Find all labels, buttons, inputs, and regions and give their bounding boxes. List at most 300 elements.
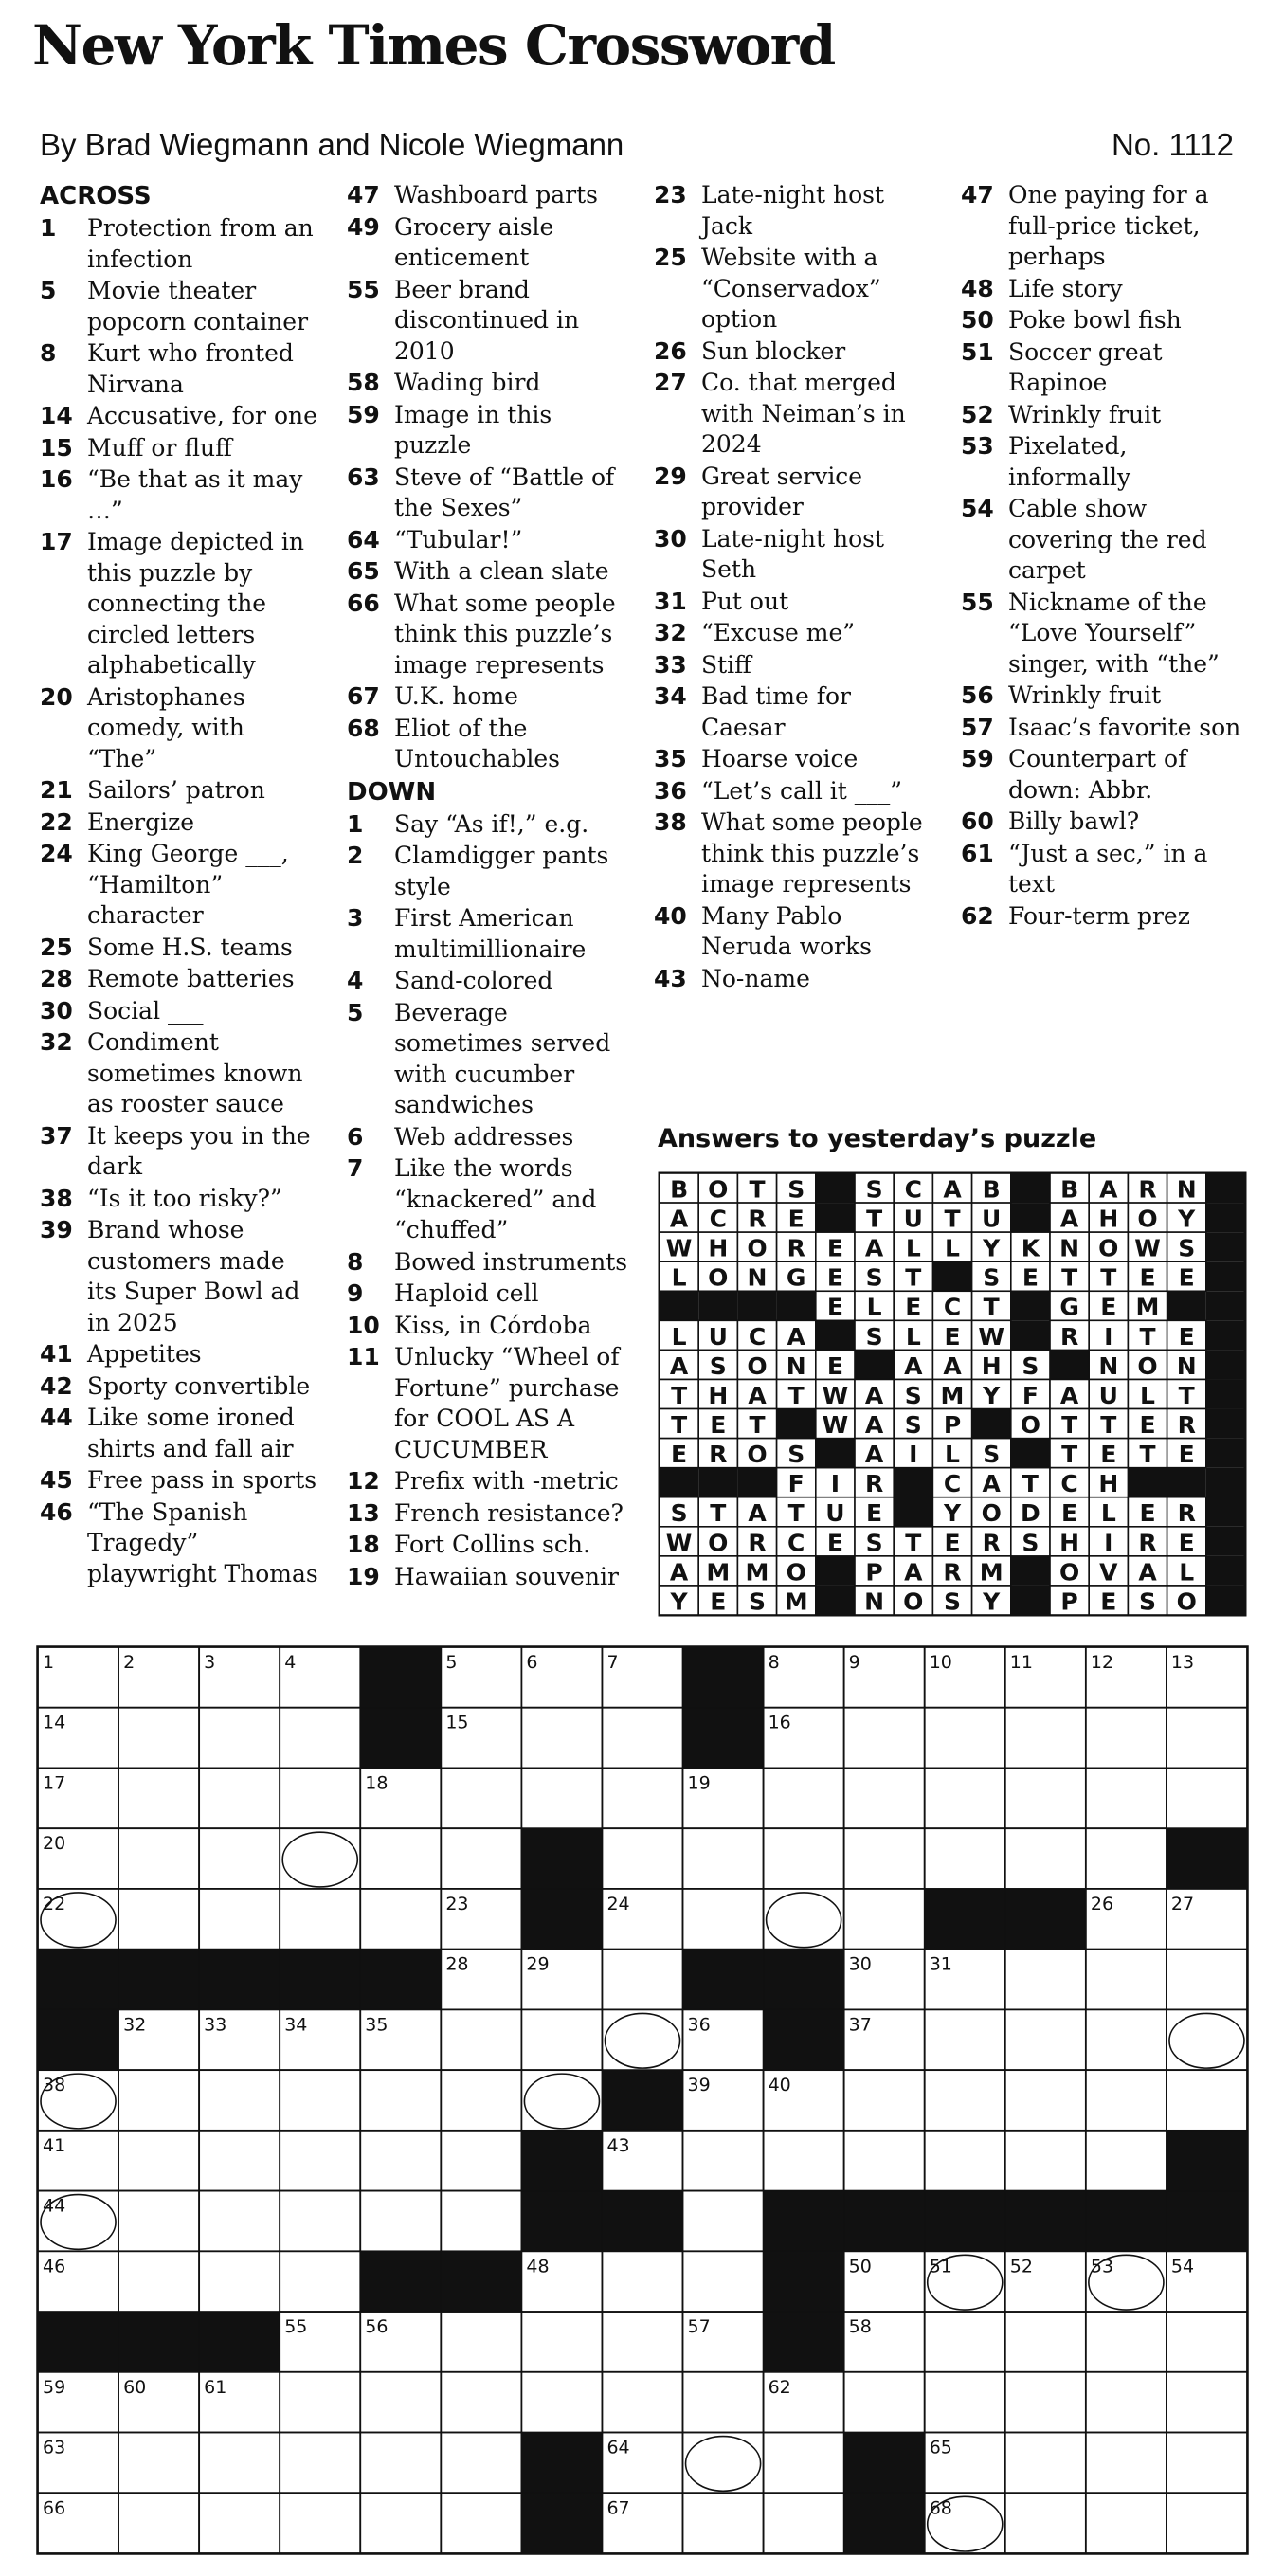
- clue-text: Some H.S. teams: [87, 933, 293, 961]
- grid-cell[interactable]: [360, 1889, 441, 1950]
- grid-cell[interactable]: [360, 2131, 441, 2191]
- grid-cell[interactable]: [764, 2131, 844, 2191]
- grid-cell[interactable]: [844, 1708, 925, 1769]
- yesterday-letter: A: [1138, 1558, 1157, 1587]
- yesterday-letter: O: [747, 1234, 768, 1262]
- clue-number: 5: [347, 998, 364, 1026]
- grid-cell[interactable]: [360, 1828, 441, 1889]
- yesterday-letter: S: [1022, 1529, 1040, 1557]
- down-clue-29: [654, 462, 938, 523]
- yesterday-letter: R: [748, 1205, 767, 1233]
- black-square: [280, 1950, 360, 2010]
- grid-cell[interactable]: [118, 2251, 199, 2312]
- clue-number: 2: [347, 842, 364, 869]
- yesterday-letter: E: [1139, 1263, 1156, 1292]
- clue-number: 30: [654, 524, 687, 553]
- down-clue-35: [654, 744, 938, 775]
- clue-number-label: 6: [526, 1652, 538, 1673]
- yesterday-letter: E: [1178, 1529, 1195, 1557]
- clue-number-label: 1: [43, 1652, 55, 1673]
- yesterday-letter: A: [748, 1381, 767, 1409]
- yesterday-letter: G: [786, 1263, 806, 1292]
- yesterday-letter: S: [787, 1441, 805, 1469]
- grid-cell[interactable]: [360, 2433, 441, 2494]
- grid-cell[interactable]: [521, 2070, 602, 2131]
- yesterday-letter: E: [1139, 1411, 1156, 1440]
- yesterday-letter: A: [864, 1234, 884, 1262]
- clue-text: Sporty convertible: [87, 1371, 311, 1400]
- black-square: [441, 2251, 521, 2312]
- clue-number: 39: [40, 1216, 73, 1243]
- yesterday-letter: O: [786, 1558, 806, 1587]
- down-clue-53: [961, 431, 1245, 493]
- grid-cell[interactable]: [441, 2131, 521, 2191]
- grid-cell[interactable]: [118, 2433, 199, 2494]
- grid-cell[interactable]: [199, 2433, 280, 2494]
- grid-cell[interactable]: [764, 1768, 844, 1828]
- yesterday-letter: U: [825, 1499, 845, 1528]
- grid-cell[interactable]: [199, 1889, 280, 1950]
- grid-cell[interactable]: [1005, 2493, 1086, 2553]
- grid-cell[interactable]: [199, 2131, 280, 2191]
- grid-cell[interactable]: [199, 2251, 280, 2312]
- grid-cell[interactable]: [118, 2070, 199, 2131]
- across-clue-1: [40, 213, 319, 275]
- clue-text: “Tubular!”: [394, 525, 523, 553]
- grid-cell[interactable]: [280, 2433, 360, 2494]
- grid-cell[interactable]: [360, 2070, 441, 2131]
- grid-cell[interactable]: [925, 2372, 1005, 2433]
- grid-cell[interactable]: [1086, 2070, 1167, 2131]
- grid-cell[interactable]: [1086, 2493, 1167, 2553]
- clue-number-label: 39: [687, 2075, 711, 2096]
- clue-text: What some people think this puzzle’s image represents: [701, 808, 923, 898]
- grid-cell[interactable]: [764, 2433, 844, 2494]
- grid-cell[interactable]: [1005, 1708, 1086, 1769]
- yesterday-letter: A: [787, 1322, 805, 1351]
- grid-cell[interactable]: [1005, 1950, 1086, 2010]
- clue-number: 9: [347, 1279, 364, 1307]
- clue-number: 4: [347, 967, 364, 994]
- across-clue-25: [40, 933, 319, 964]
- yesterday-letter: O: [1098, 1234, 1119, 1262]
- grid-cell[interactable]: [441, 2372, 521, 2433]
- grid-cell[interactable]: [1005, 2131, 1086, 2191]
- black-square: [683, 1708, 764, 1769]
- clue-number: 23: [654, 181, 687, 209]
- grid-cell[interactable]: [521, 1768, 602, 1828]
- grid-cell[interactable]: [1167, 2372, 1247, 2433]
- grid-cell[interactable]: [844, 2131, 925, 2191]
- grid-cell[interactable]: [844, 2070, 925, 2131]
- grid-cell[interactable]: [1167, 1708, 1247, 1769]
- yesterday-letter: E: [1178, 1322, 1195, 1351]
- grid-cell[interactable]: [925, 1828, 1005, 1889]
- clue-number: 48: [961, 274, 994, 302]
- yesterday-letter: K: [1021, 1234, 1040, 1262]
- grid-cell[interactable]: [1086, 1950, 1167, 2010]
- clue-number-label: 17: [43, 1772, 66, 1794]
- yesterday-letter: Y: [983, 1381, 1001, 1409]
- yesterday-black-square: [855, 1350, 894, 1379]
- yesterday-letter: W: [822, 1411, 849, 1440]
- clue-number: 64: [347, 525, 380, 553]
- clue-number: 62: [961, 901, 994, 930]
- grid-cell[interactable]: [441, 2312, 521, 2372]
- grid-cell[interactable]: [1005, 1768, 1086, 1828]
- yesterday-letter: E: [826, 1351, 843, 1380]
- clue-text: Aristophanes comedy, with “The”: [87, 682, 245, 772]
- grid-cell[interactable]: [441, 2493, 521, 2553]
- grid-cell[interactable]: [1167, 2312, 1247, 2372]
- across-clue-64: [347, 525, 631, 556]
- down-clue-18: [347, 1530, 631, 1561]
- grid-cell[interactable]: [1005, 2433, 1086, 2494]
- clue-number-label: 59: [43, 2376, 66, 2398]
- clue-number-label: 15: [445, 1712, 469, 1733]
- yesterday-letter: Y: [983, 1234, 1001, 1262]
- grid-cell[interactable]: [280, 1889, 360, 1950]
- grid-cell[interactable]: [1167, 2493, 1247, 2553]
- grid-cell[interactable]: [521, 2312, 602, 2372]
- clue-text: Wrinkly fruit: [1008, 400, 1162, 428]
- down-clue-12: [347, 1466, 631, 1497]
- grid-cell[interactable]: [441, 1768, 521, 1828]
- yesterday-letter: E: [1022, 1263, 1039, 1292]
- across-clue-28: [40, 964, 319, 995]
- grid-cell[interactable]: [1005, 2312, 1086, 2372]
- clue-number: 32: [654, 619, 687, 646]
- clue-number-label: 53: [1090, 2256, 1114, 2277]
- yesterday-letter: T: [1022, 1470, 1039, 1498]
- grid-cell[interactable]: [521, 1708, 602, 1769]
- grid-cell[interactable]: [1086, 2372, 1167, 2433]
- yesterday-black-square: [1128, 1468, 1167, 1497]
- clue-number: 31: [654, 587, 687, 615]
- yesterday-black-square: [1206, 1468, 1245, 1497]
- clue-text: No-name: [701, 964, 810, 992]
- clue-number: 47: [961, 181, 994, 209]
- across-clue-17: [40, 527, 319, 681]
- grid-cell[interactable]: [602, 2312, 682, 2372]
- across-clue-15: [40, 433, 319, 464]
- grid-cell[interactable]: [764, 2493, 844, 2553]
- grid-cell[interactable]: [441, 2009, 521, 2070]
- grid-cell[interactable]: [441, 2191, 521, 2252]
- down-clue-36: [654, 776, 938, 807]
- grid-cell[interactable]: [844, 1768, 925, 1828]
- grid-cell[interactable]: [602, 1708, 682, 1769]
- yesterday-letter: E: [1178, 1263, 1195, 1292]
- black-square: [925, 1889, 1005, 1950]
- yesterday-letter: M: [745, 1558, 769, 1587]
- yesterday-letter: R: [1177, 1411, 1196, 1440]
- grid-cell[interactable]: [683, 2372, 764, 2433]
- grid-cell[interactable]: [1086, 2131, 1167, 2191]
- grid-cell[interactable]: [441, 2433, 521, 2494]
- grid-cell[interactable]: [1167, 2070, 1247, 2131]
- clue-number: 55: [961, 588, 994, 616]
- grid-cell[interactable]: [1086, 1828, 1167, 1889]
- yesterday-black-square: [932, 1261, 971, 1291]
- grid-cell[interactable]: [764, 1828, 844, 1889]
- clue-number: 38: [40, 1184, 73, 1212]
- grid-cell[interactable]: [844, 1889, 925, 1950]
- clue-number-label: 8: [768, 1652, 780, 1673]
- clue-number-label: 14: [43, 1712, 66, 1733]
- clue-text: Kurt who fronted Nirvana: [87, 339, 294, 398]
- clue-number-label: 61: [204, 2376, 227, 2398]
- yesterday-letter: A: [904, 1351, 923, 1380]
- yesterday-letter: B: [1060, 1175, 1079, 1204]
- down-clue-59: [961, 744, 1245, 806]
- yesterday-black-square: [1011, 1320, 1050, 1350]
- grid-cell[interactable]: [118, 2191, 199, 2252]
- yesterday-letter: O: [1137, 1351, 1158, 1380]
- grid-cell[interactable]: [602, 1950, 682, 2010]
- clue-number: 41: [40, 1340, 73, 1368]
- yesterday-letter: R: [1059, 1322, 1079, 1351]
- clue-number: 22: [40, 807, 73, 836]
- yesterday-letter: T: [1178, 1381, 1195, 1409]
- grid-cell[interactable]: [280, 2131, 360, 2191]
- grid-cell[interactable]: [118, 2131, 199, 2191]
- grid-cell[interactable]: [925, 2070, 1005, 2131]
- across-clue-24: [40, 839, 319, 932]
- yesterday-black-square: [1167, 1468, 1206, 1497]
- yesterday-letter: L: [905, 1322, 921, 1351]
- clue-text: Billy bawl?: [1008, 807, 1140, 835]
- grid-cell[interactable]: [844, 2372, 925, 2433]
- grid-cell[interactable]: [360, 2372, 441, 2433]
- grid-cell[interactable]: [118, 1889, 199, 1950]
- grid-cell[interactable]: [925, 2009, 1005, 2070]
- yesterday-letter: E: [787, 1205, 805, 1233]
- grid-cell[interactable]: [1086, 2009, 1167, 2070]
- grid-cell[interactable]: [280, 2251, 360, 2312]
- clue-number: 29: [654, 462, 687, 490]
- down-clue-27: [654, 368, 938, 461]
- grid-cell[interactable]: [1086, 2433, 1167, 2494]
- yesterday-letter: A: [864, 1441, 884, 1469]
- grid-cell[interactable]: [683, 1828, 764, 1889]
- grid-cell[interactable]: [1005, 1828, 1086, 1889]
- grid-cell[interactable]: [1167, 2433, 1247, 2494]
- clue-number-label: 4: [284, 1652, 297, 1673]
- clue-number: 44: [40, 1404, 73, 1431]
- yesterday-letter: A: [1059, 1381, 1079, 1409]
- clue-text: King George ___, “Hamilton” character: [87, 840, 289, 929]
- clue-text: Say “As if!,” e.g.: [394, 809, 589, 838]
- clue-number: 28: [40, 965, 73, 992]
- clue-number-label: 29: [526, 1953, 550, 1975]
- clue-number: 42: [40, 1371, 73, 1400]
- grid-cell[interactable]: [199, 1768, 280, 1828]
- yesterday-letter: T: [1061, 1263, 1078, 1292]
- yesterday-letter: T: [671, 1411, 688, 1440]
- yesterday-black-square: [1011, 1439, 1050, 1468]
- grid-cell[interactable]: [1005, 2372, 1086, 2433]
- grid-cell[interactable]: [683, 2251, 764, 2312]
- clue-text: Counterpart of down: Abbr.: [1008, 745, 1187, 804]
- grid-cell[interactable]: [360, 2191, 441, 2252]
- clue-text: With a clean slate: [394, 557, 609, 585]
- grid-cell[interactable]: [683, 1889, 764, 1950]
- yesterday-letter: S: [865, 1529, 883, 1557]
- grid-cell[interactable]: [683, 2493, 764, 2553]
- down-clue-4: [347, 966, 631, 997]
- yesterday-black-square: [1206, 1203, 1245, 1232]
- black-square: [764, 2191, 844, 2252]
- yesterday-letter: E: [826, 1293, 843, 1321]
- clue-number-label: 41: [43, 2134, 66, 2156]
- clue-text: Bad time for Caesar: [701, 682, 851, 741]
- yesterday-letter: C: [943, 1470, 962, 1498]
- clue-number-label: 56: [365, 2316, 389, 2338]
- grid-cell[interactable]: [602, 2009, 682, 2070]
- grid-cell[interactable]: [199, 2191, 280, 2252]
- grid-cell[interactable]: [280, 1768, 360, 1828]
- grid-cell[interactable]: [602, 2251, 682, 2312]
- yesterday-letter: E: [826, 1263, 843, 1292]
- clue-number-label: 68: [929, 2497, 952, 2519]
- clue-number: 37: [40, 1121, 73, 1150]
- grid-cell[interactable]: [280, 2493, 360, 2553]
- grid-cell[interactable]: [602, 1828, 682, 1889]
- grid-cell[interactable]: [1086, 1708, 1167, 1769]
- across-clue-32: [40, 1027, 319, 1120]
- black-square: [521, 1828, 602, 1889]
- down-clue-25: [654, 243, 938, 336]
- yesterday-letter: S: [670, 1499, 688, 1528]
- clue-text: Accusative, for one: [87, 402, 317, 429]
- clue-number-label: 44: [43, 2195, 66, 2217]
- clue-column-3: [654, 180, 938, 995]
- yesterday-letter: H: [1059, 1529, 1080, 1557]
- byline: By Brad Wiegmann and Nicole Wiegmann: [40, 127, 624, 162]
- grid-cell[interactable]: [360, 2493, 441, 2553]
- grid-cell[interactable]: [280, 1828, 360, 1889]
- black-square: [1167, 2131, 1247, 2191]
- grid-cell[interactable]: [1086, 2312, 1167, 2372]
- clue-number-label: 57: [687, 2316, 711, 2338]
- across-clue-58: [347, 368, 631, 399]
- yesterday-letter: C: [1060, 1470, 1078, 1498]
- across-clue-22: [40, 807, 319, 839]
- grid-cell[interactable]: [683, 2433, 764, 2494]
- yesterday-letter: T: [905, 1263, 922, 1292]
- clue-number: 8: [40, 339, 57, 367]
- grid-cell[interactable]: [1167, 1768, 1247, 1828]
- clue-number: 53: [961, 432, 994, 460]
- down-clue-32: [654, 618, 938, 649]
- grid-cell[interactable]: [1167, 1950, 1247, 2010]
- down-clue-52: [961, 400, 1245, 431]
- grid-cell[interactable]: [441, 2070, 521, 2131]
- yesterday-letter: O: [1176, 1587, 1197, 1616]
- yesterday-letter: R: [1177, 1499, 1196, 1528]
- grid-cell[interactable]: [199, 1708, 280, 1769]
- grid-cell[interactable]: [280, 2070, 360, 2131]
- clue-text: Late-night host Seth: [701, 524, 885, 583]
- clue-number: 59: [961, 745, 994, 772]
- clue-number: 27: [654, 369, 687, 396]
- clue-number: 16: [40, 465, 73, 493]
- clue-number-label: 43: [606, 2134, 630, 2156]
- clue-text: Poke bowl fish: [1008, 306, 1182, 334]
- clue-number: 35: [654, 745, 687, 772]
- grid-cell[interactable]: [118, 1768, 199, 1828]
- across-clue-21: [40, 775, 319, 807]
- grid-cell[interactable]: [199, 1828, 280, 1889]
- clue-number: 21: [40, 776, 73, 804]
- clue-number: 7: [347, 1154, 364, 1182]
- grid-cell[interactable]: [1005, 2009, 1086, 2070]
- grid-cell[interactable]: [602, 1768, 682, 1828]
- clue-number-label: 67: [606, 2497, 630, 2519]
- clue-number-label: 36: [687, 2014, 711, 2036]
- grid-cell[interactable]: [199, 2070, 280, 2131]
- clue-text: Late-night host Jack: [701, 181, 885, 240]
- grid-cell[interactable]: [118, 1708, 199, 1769]
- grid-cell[interactable]: [280, 1708, 360, 1769]
- grid-cell[interactable]: [441, 1828, 521, 1889]
- clue-number-label: 38: [43, 2075, 66, 2096]
- yesterday-letter: R: [748, 1529, 767, 1557]
- clue-number-label: 62: [768, 2376, 791, 2398]
- black-square: [118, 1950, 199, 2010]
- grid-cell[interactable]: [602, 2372, 682, 2433]
- grid-cell[interactable]: [280, 2372, 360, 2433]
- clue-number: 45: [40, 1466, 73, 1494]
- grid-cell[interactable]: [280, 2191, 360, 2252]
- grid-cell[interactable]: [521, 2372, 602, 2433]
- grid-cell[interactable]: [764, 1889, 844, 1950]
- crossword-grid: [36, 1645, 1249, 2555]
- yesterday-letter: P: [865, 1558, 883, 1587]
- clue-text: French resistance?: [394, 1498, 624, 1527]
- grid-cell[interactable]: [118, 2493, 199, 2553]
- grid-cell[interactable]: [118, 1828, 199, 1889]
- yesterday-letter: B: [670, 1175, 689, 1204]
- yesterday-letter: O: [708, 1175, 729, 1204]
- clue-number-label: 13: [1170, 1652, 1195, 1673]
- grid-cell[interactable]: [683, 2131, 764, 2191]
- grid-cell[interactable]: [925, 1768, 1005, 1828]
- grid-cell[interactable]: [925, 1708, 1005, 1769]
- grid-cell[interactable]: [925, 2312, 1005, 2372]
- black-square: [1167, 1828, 1247, 1889]
- yesterday-black-square: [737, 1468, 776, 1497]
- clue-text: Image depicted in this puzzle by connecting the circled letters alphabetically: [87, 528, 304, 679]
- black-square: [764, 2251, 844, 2312]
- clue-number: 25: [40, 933, 73, 961]
- grid-cell[interactable]: [925, 2131, 1005, 2191]
- yesterday-letter: N: [1176, 1175, 1197, 1204]
- grid-cell[interactable]: [1167, 2009, 1247, 2070]
- yesterday-letter: T: [749, 1175, 766, 1204]
- yesterday-letter: R: [982, 1529, 1001, 1557]
- clue-number: 50: [961, 306, 994, 334]
- grid-cell[interactable]: [199, 2493, 280, 2553]
- grid-cell[interactable]: [844, 1828, 925, 1889]
- grid-cell[interactable]: [1086, 1768, 1167, 1828]
- grid-cell[interactable]: [521, 2009, 602, 2070]
- grid-cell[interactable]: [683, 2191, 764, 2252]
- clue-number-label: 37: [848, 2014, 872, 2036]
- yesterday-letter: A: [864, 1381, 884, 1409]
- grid-cell[interactable]: [1005, 2070, 1086, 2131]
